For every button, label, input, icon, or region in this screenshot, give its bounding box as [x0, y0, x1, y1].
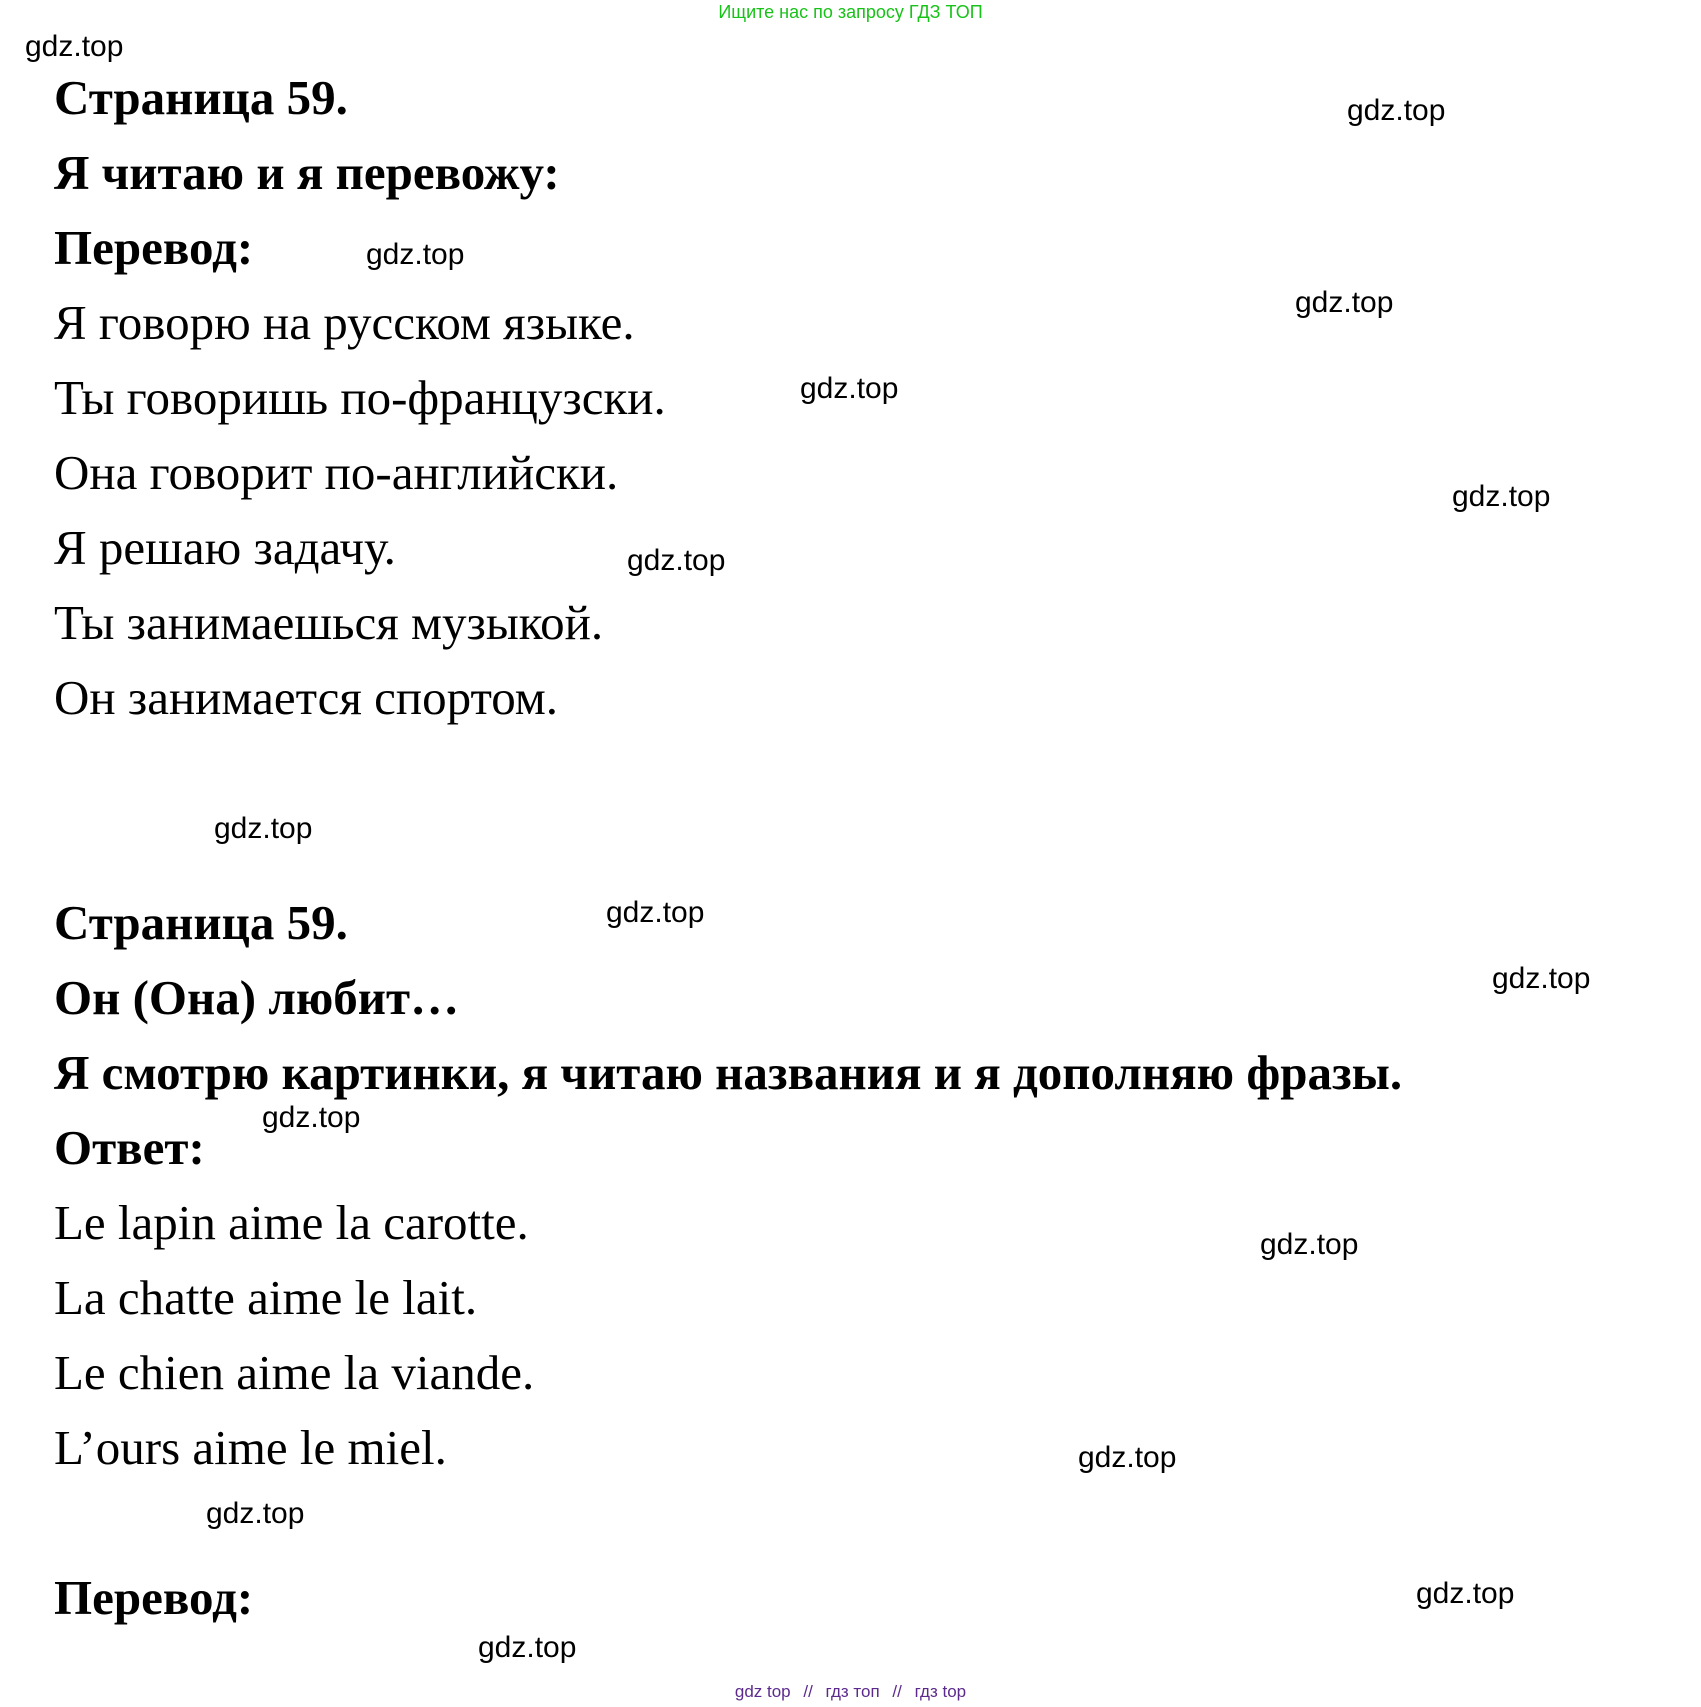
- task-title: Он (Она) любит…: [54, 970, 460, 1025]
- translation-line: Он занимается спортом.: [54, 670, 559, 725]
- footer-separator: //: [803, 1682, 813, 1701]
- watermark: gdz.top: [627, 544, 726, 577]
- footer-link[interactable]: гдз топ: [825, 1682, 880, 1701]
- watermark: gdz.top: [214, 812, 313, 845]
- answer-line: Le chien aime la viande.: [54, 1345, 535, 1400]
- watermark: gdz.top: [800, 372, 899, 405]
- watermark: gdz.top: [1078, 1441, 1177, 1474]
- watermark: gdz.top: [1492, 962, 1591, 995]
- watermark: gdz.top: [478, 1631, 577, 1664]
- translation-line: Я говорю на русском языке.: [54, 295, 635, 350]
- footer-links: [0, 1680, 1701, 1704]
- watermark: gdz.top: [262, 1101, 361, 1134]
- watermark: gdz.top: [1452, 480, 1551, 513]
- translation-label: Перевод:: [54, 220, 254, 275]
- watermark: gdz.top: [25, 30, 124, 63]
- watermark: gdz.top: [206, 1497, 305, 1530]
- translation-line: Я решаю задачу.: [54, 520, 396, 575]
- answer-line: L’ours aime le miel.: [54, 1420, 447, 1475]
- footer-link[interactable]: gdz top: [734, 1682, 791, 1701]
- watermark: gdz.top: [1416, 1577, 1515, 1610]
- watermark: gdz.top: [1347, 94, 1446, 127]
- answer-label: Ответ:: [54, 1120, 205, 1175]
- translation-line: Она говорит по-английски.: [54, 445, 619, 500]
- watermark: gdz.top: [1260, 1228, 1359, 1261]
- watermark: gdz.top: [1295, 286, 1394, 319]
- translation-line: Ты занимаешься музыкой.: [54, 595, 604, 650]
- answer-line: La chatte aime le lait.: [54, 1270, 478, 1325]
- task-title: Я читаю и я перевожу:: [54, 145, 560, 200]
- footer-link[interactable]: гдз top: [914, 1682, 967, 1701]
- page-title: Страница 59.: [54, 70, 348, 125]
- answer-line: Le lapin aime la carotte.: [54, 1195, 529, 1250]
- task-instruction: Я смотрю картинки, я читаю названия и я дополняю фразы.: [54, 1045, 1403, 1100]
- top-banner: Ищите нас по запросу ГДЗ ТОП: [718, 2, 983, 22]
- watermark: gdz.top: [366, 238, 465, 271]
- watermark: gdz.top: [606, 896, 705, 929]
- page-title: Страница 59.: [54, 895, 348, 950]
- translation-label: Перевод:: [54, 1570, 254, 1625]
- footer-separator: //: [892, 1682, 902, 1701]
- translation-line: Ты говоришь по-французски.: [54, 370, 666, 425]
